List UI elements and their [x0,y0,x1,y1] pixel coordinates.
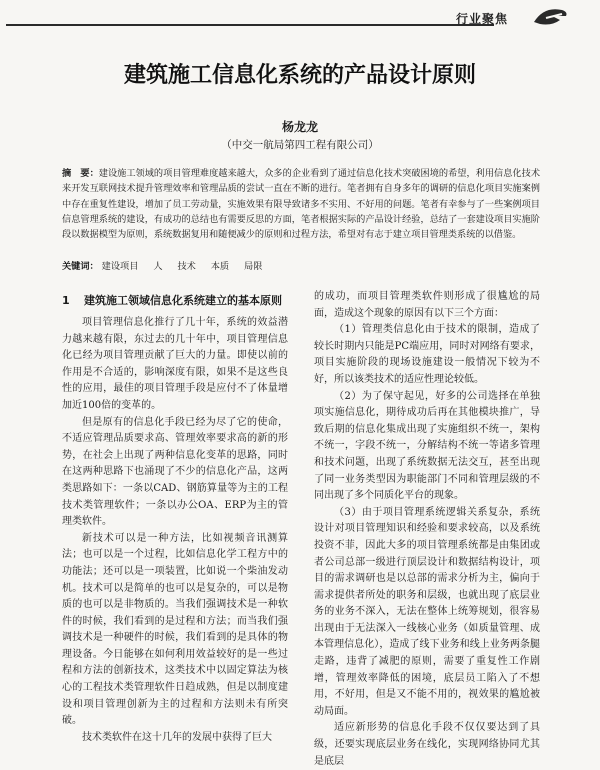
section-title: 建筑施工领域信息化系统建立的基本原则 [84,294,282,307]
publication-logo-icon [532,4,572,28]
paragraph: 项目管理信息化推行了几十年，系统的效益潜力越来越有限，东过去的几十年中，项目管理信息化已经为项目管理贡献了巨大的力量。即使以前的作用是不合适的，影响深度有限，如果不是这些良性的应用，最佳的项目管理手段是应付不了体量增加近100倍的变革的。 [62,317,288,411]
keywords-label: 关键词： [62,261,99,272]
section-heading [62,292,288,309]
paragraph: （1）管理类信息化由于技术的限制，造成了较长时期内只能是PC端应用，同时对网络有要求，项目实施阶段的现场设施建设一般情况下较为不好，所以该类技术的适应性理论较低。 [314,324,540,385]
left-column [62,292,288,746]
paragraph: （3）由于项目管理系统逻辑关系复杂，系统设计对项目管理知识和经验和要求较高，以及系统投资不菲，因此大多的项目管理系统都是由集团或者公司总部一级进行顶层设计和数据结构设计，项目的需求调研也是以总部的需求分析为主，偏向于需求提供者所处的职务和层级，也就出现了底层业务的业务不深入，无法在整体上统筹规划，很容易出现由于无法深入一线核心业务（如质量管理、成本管理信息化），造成了线下业务和线上业务两条腿走路，违背了减肥的原则，需要了重复性工作剧增，管理效率降低的困境，底层员工陷入了不想用，不好用，但是又不能不用的，视效果的尴尬被动局面。 [314,506,540,717]
article-affiliation: （中交一航局第四工程有限公司） [221,139,379,151]
keyword: 本质 [210,261,230,272]
paragraph: 技术类软件在这十几年的发展中获得了巨大 [82,731,272,743]
paragraph: 但是原有的信息化手段已经为尽了它的使命，不适应管理品质要求高、管理效率要求高的新的形势，在社会上出现了两种信息化变革的思路，同时在这两种思路下也涌现了不少的信息化产品，这两类思路如下：一条以CAD、钢筋算量等为主的工程技术类管理软件；一条以办公OA、ERP为主的管理类软件。 [62,416,288,528]
right-column [314,289,540,770]
keyword: 局限 [244,261,263,272]
section-label: 行业聚焦 [456,12,509,26]
abstract-label: 摘 要： [62,168,99,179]
keyword: 建设项目 [101,261,139,272]
abstract [62,166,540,242]
abstract-text: 建设施工领域的项目管理难度越来越大，众多的企业看到了通过信息化技术突破困境的希望，利用信息化技术来开发互联网技术提升管理效率和管理品质的尝试一直在不断的进行。笔者拥有自身多年的调研的信息化项目实施案例中存在重复性建设，增加了员工劳动量，实施效果有限导致诸多不实用、不好用的问题。笔者有幸参与了一些案例项目信息管理系统的建设，有成功的总结也有需要反思的方面，笔者根据实际的产品设计经验，总结了一套建设项目实施阶段以数据模型为原则，系统数据复用和随便减少的原则和过程方法，希望对有志于建立项目管理类系统的以借鉴。 [62,168,541,241]
keyword: 人 [153,261,163,272]
paragraph: （2）为了保守起见，好多的公司选择在单独项实施信息化，期待成功后再在其他模块推广，导致后期的信息化集成出现了实施组织不统一，架构不统一，字段不统一，分解结构不统一等诸多管理和技术问题，出现了系统数据无法交互，甚至出现了同一业务类型因为职能部门不同和管理层级的不同出现了多个同质化平台的现象。 [314,390,540,502]
keyword: 技术 [177,261,196,272]
paragraph: 新技术可以是一种方法，比如视频音讯测算法；也可以是一个过程，比如信息化学工程方中的功能法；还可以是一项装置，比如说一个柴油发动机。技术可以是简单的也可以是复杂的，可以是物质的也可以是非物质的。当我们强调技术是一种软件的时候，我们看到的是过程和方法；而当我们强调技术是一种硬件的时候，我们看到的是具体的物理设备。今日能够在如何利用效益较好的是一些过程和方法的创新技术，这类技术中以固定算法为核心的工程技术类管理软件日趋成熟，但是以制度建设和项目管理创新为主的过程和方法则未有所突破。 [62,532,288,727]
paragraph: 的成功，而项目管理类软件则形成了很尴尬的局面，造成这个现象的原因有以下三个方面： [314,291,540,319]
article-author: 杨龙龙 [281,120,318,134]
header-rule [6,24,494,26]
article-title: 建筑施工信息化系统的产品设计原则 [123,63,476,88]
keywords [62,260,540,274]
paragraph: 适应新形势的信息化手段不仅仅要达到了具级，还要实现底层业务在线化，实现网络协同尤其是底层 [314,722,540,767]
section-number: 1 [62,294,70,307]
